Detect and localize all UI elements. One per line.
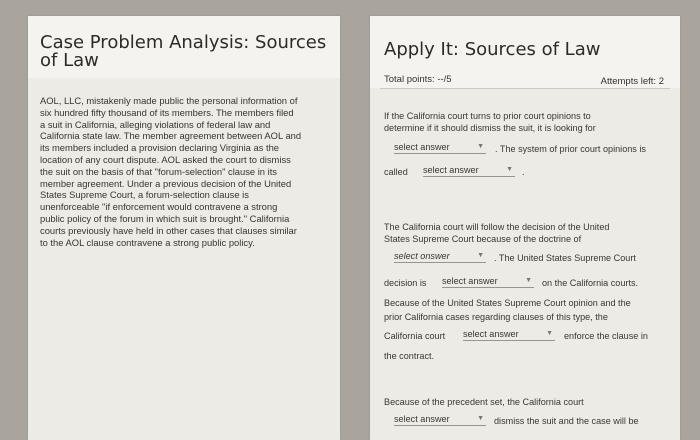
q4-text-line-1: Because of the precedent set, the California court xyxy=(384,397,584,407)
case-line: AOL, LLC, mistakenly made public the personal information of xyxy=(40,95,298,106)
case-line: the suit on the basis of that "forum-selection" clause in its xyxy=(40,165,277,177)
q1-select-2[interactable] xyxy=(423,164,515,177)
q3-enforce-text: enforce the clause in xyxy=(564,331,648,341)
q1-period: . xyxy=(522,167,525,177)
chevron-down-icon: ▼ xyxy=(546,330,553,337)
q3-contract-text: the contract. xyxy=(384,351,435,361)
header-divider xyxy=(380,88,670,89)
case-line: unenforceable "if enforcement would contravene a strong xyxy=(40,201,278,213)
q2-select-2[interactable] xyxy=(442,275,534,288)
chevron-down-icon: ▼ xyxy=(477,143,484,150)
q2-decision-text: decision is xyxy=(384,278,427,288)
select-label: select answer xyxy=(463,329,519,339)
q1-text-line-2: determine if it should dismiss the suit, it is looking for xyxy=(384,123,596,133)
q1-text-line-1: If the California court turns to prior court opinions to xyxy=(384,111,591,121)
select-label: select answer xyxy=(394,414,450,424)
apply-it-panel xyxy=(370,16,680,440)
chevron-down-icon: ▼ xyxy=(525,277,532,284)
case-line: member agreement. Under a previous decision of the United xyxy=(40,177,292,189)
q3-california-court-text: California court xyxy=(384,331,446,341)
case-line: public policy of the forum in which suit is brought." California xyxy=(40,212,290,224)
q4-select-1[interactable] xyxy=(394,413,486,426)
attempts-left: Attempts left: 2 xyxy=(600,76,664,87)
q1-called-text: called xyxy=(384,167,408,177)
q3-text-line-1: Because of the United States Supreme Court opinion and the xyxy=(384,298,631,308)
case-line: location of any court dispute. AOL asked the court to dismiss xyxy=(40,153,291,165)
case-line: its members included a provision declaring Virginia as the xyxy=(40,142,280,154)
chevron-down-icon: ▼ xyxy=(477,252,484,259)
chevron-down-icon: ▼ xyxy=(506,166,513,173)
apply-it-title: Apply It: Sources of Law xyxy=(384,39,601,60)
q2-text-line-1: The California court will follow the decision of the United xyxy=(384,222,610,232)
q2-text-after-select: . The United States Supreme Court xyxy=(494,253,636,263)
case-problem-panel xyxy=(28,16,340,440)
select-label: select answer xyxy=(423,165,479,175)
q4-text-after-select: dismiss the suit and the case will be xyxy=(494,416,639,426)
apply-title-block xyxy=(370,16,680,88)
q2-on-courts-text: on the California courts. xyxy=(542,278,639,288)
q3-text-line-2: prior California cases regarding clauses of this type, the xyxy=(384,312,608,322)
select-label: select answer xyxy=(442,276,498,286)
total-points: Total points: --/5 xyxy=(384,74,452,85)
case-line: California state law. The member agreement between AOL and xyxy=(40,130,302,142)
q2-text-line-2: States Supreme Court because of the doctrine of xyxy=(384,234,582,244)
chevron-down-icon: ▼ xyxy=(477,415,484,422)
case-line: a suit in California, alleging violations of federal law and xyxy=(40,118,271,130)
q1-text-after-select: . The system of prior court opinions is xyxy=(495,144,646,154)
case-problem-title: Case Problem Analysis: Sources of Law xyxy=(40,32,327,71)
case-description xyxy=(40,95,330,248)
case-line: six hundred fifty thousand of its members. The members filed xyxy=(40,106,294,118)
case-title-block xyxy=(28,16,340,78)
case-line: States Supreme Court, a forum-selection clause is xyxy=(40,189,249,201)
case-line: to the AOL clause contravene a strong public policy. xyxy=(40,236,255,248)
case-line: courts previously have held in other cases that clauses similar xyxy=(40,224,297,236)
q3-select-1[interactable] xyxy=(463,328,555,341)
select-label: select answer xyxy=(394,142,450,152)
q2-select-1[interactable] xyxy=(394,250,486,263)
q1-select-1[interactable] xyxy=(394,141,486,154)
select-label: select onswer xyxy=(394,251,450,261)
